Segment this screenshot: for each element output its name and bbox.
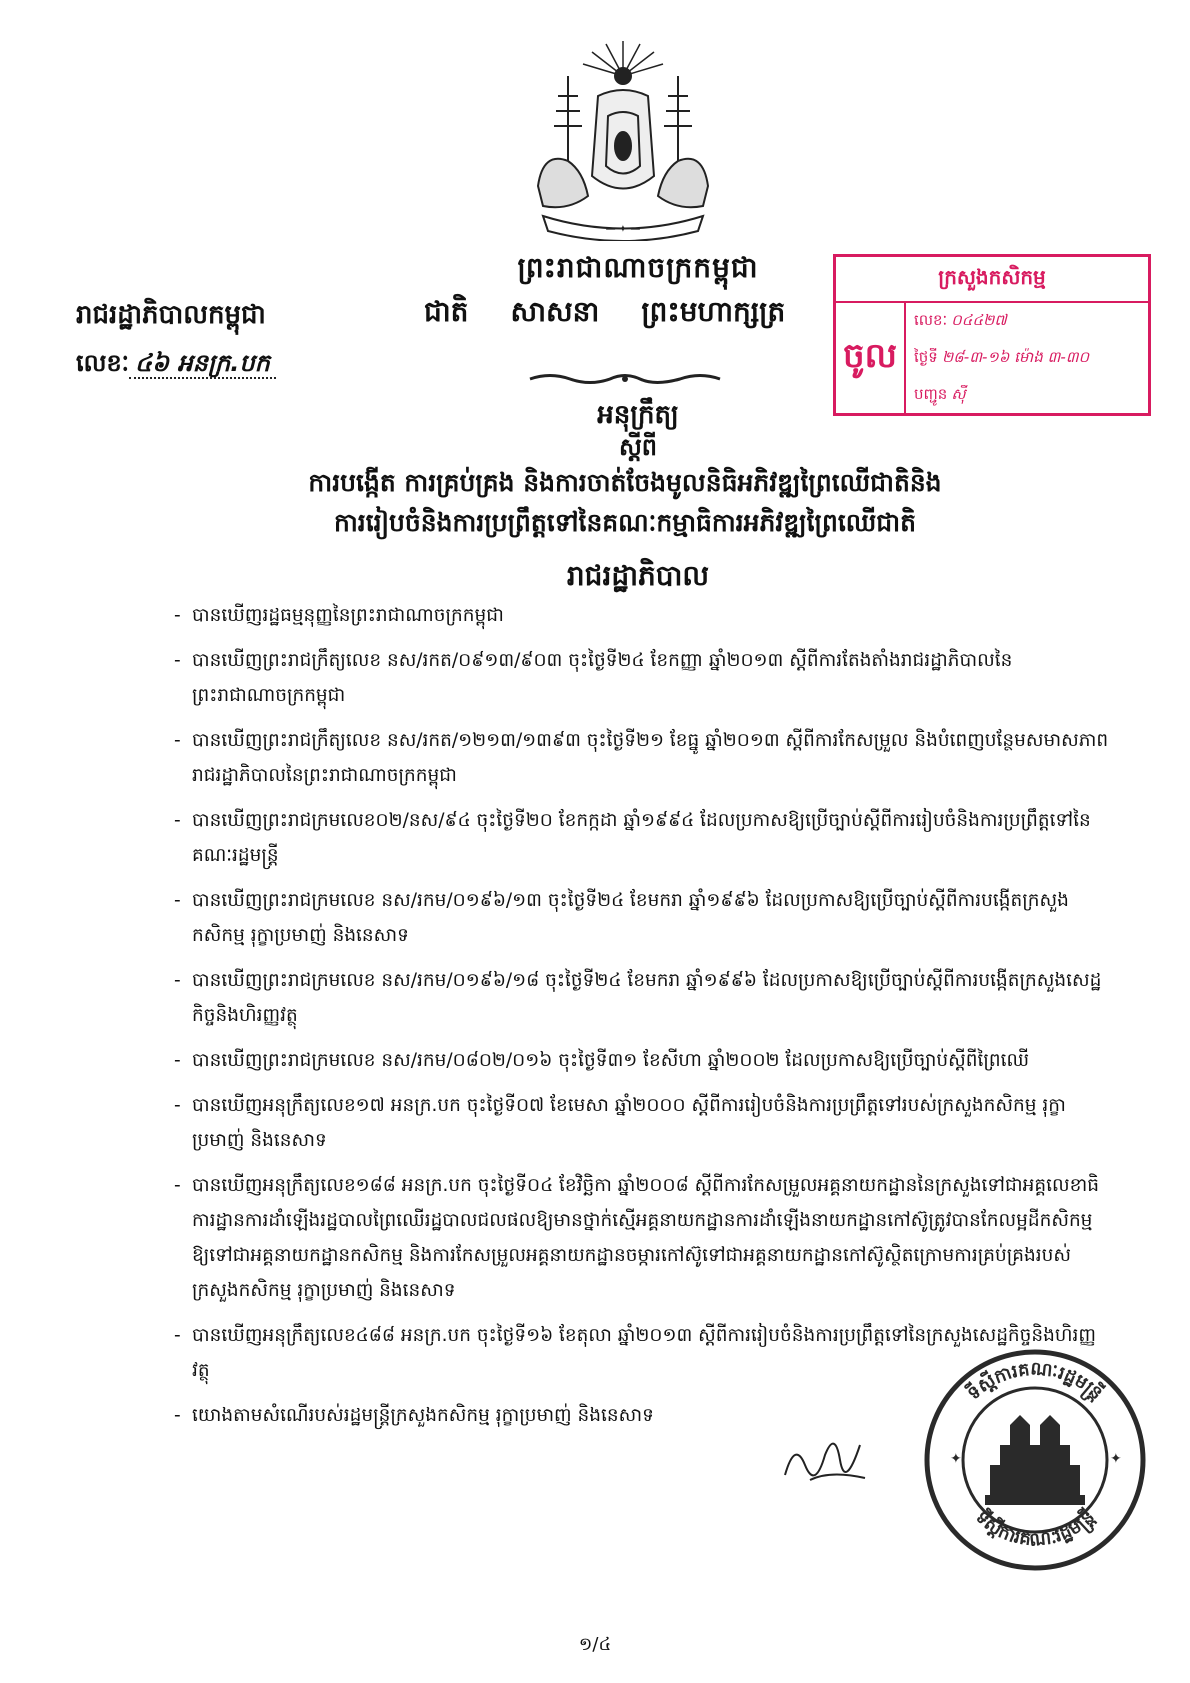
stamp-number-label: លេខៈ <box>914 310 948 329</box>
list-item: - បានឃើញព្រះរាជក្រឹត្យលេខ នស/រកត/១២១៣/១៣៩៣ ចុះថ្ងៃទី២១ ខែធ្នូ ឆ្នាំ២០១៣ ស្តីពីការកែសម្រួល និងបំពេញបន្ថែមសមាសភាពរាជរដ្ឋាភិបាលនៃព្រះរាជាណាចក្រកម្ពុជា <box>192 723 1112 793</box>
list-item: - បានឃើញព្រះរាជក្រមលេខ០២/នស/៩៤ ចុះថ្ងៃទី២០ ខែកក្កដា ឆ្នាំ១៩៩៤ ដែលប្រកាសឱ្យប្រើច្បាប់ស្តីពីការរៀបចំនិងការប្រព្រឹត្តទៅនៃគណៈរដ្ឋមន្ត្រី <box>192 803 1112 873</box>
list-item: - បានឃើញអនុក្រឹត្យលេខ៤៨៨ អនក្រ.បក ចុះថ្ងៃទី១៦ ខែតុលា ឆ្នាំ២០១៣ ស្តីពីការរៀបចំនិងការប្រព្រឹត្តទៅនៃក្រសួងសេដ្ឋកិច្ចនិងហិរញ្ញវត្ថុ <box>192 1318 1112 1388</box>
list-item: - បានឃើញព្រះរាជក្រមលេខ នស/រកម/០១៩៦/១៨ ចុះថ្ងៃទី២៤ ខែមករា ឆ្នាំ១៩៩៦ ដែលប្រកាសឱ្យប្រើច្បាប់ស្តីពីការបង្កើតក្រសួងសេដ្ឋកិច្ចនិងហិរញ្ញវត្ថុ <box>192 963 1112 1033</box>
motto-king: ព្រះមហាក្សត្រ <box>641 295 786 328</box>
document-type: អនុក្រឹត្យ <box>597 400 679 430</box>
page-number: ១/៤ <box>578 1634 612 1655</box>
svg-text:— ✦ —: — ✦ — <box>605 224 641 235</box>
signature-icon <box>780 1420 870 1490</box>
stamp-forward-label: បញ្ជូន <box>914 385 948 404</box>
document-number-value: ៤៦ អនក្រ.បក <box>129 349 276 379</box>
stamp-number-row <box>914 311 1140 333</box>
stamp-forward-value: ស៊ី <box>951 385 966 404</box>
motto-religion: សាសនា <box>510 295 600 328</box>
royal-emblem-icon <box>528 36 718 241</box>
list-item: - បានឃើញព្រះរាជក្រឹត្យលេខ នស/រកត/០៩១៣/៩០៣ ចុះថ្ងៃទី២៤ ខែកញ្ញា ឆ្នាំ២០១៣ ស្តីពីការតែងតាំងរាជរដ្ឋាភិបាលនៃព្រះរាជាណាចក្រកម្ពុជា <box>192 643 1112 713</box>
document-about: ស្តីពី <box>618 433 658 461</box>
list-item: - បានឃើញអនុក្រឹត្យលេខ១៧ អនក្រ.បក ចុះថ្ងៃទី០៧ ខែមេសា ឆ្នាំ២០០០ ស្តីពីការរៀបចំនិងការប្រព្រឹត្តទៅរបស់ក្រសួងកសិកម្ម រុក្ខាប្រមាញ់ និងនេសាទ <box>192 1088 1112 1158</box>
list-item: - បានឃើញអនុក្រឹត្យលេខ១៨៨ អនក្រ.បក ចុះថ្ងៃទី០៤ ខែវិច្ឆិកា ឆ្នាំ២០០៨ ស្តីពីការកែសម្រួលអគ្គនាយកដ្ឋាននៃក្រសួងទៅជាអគ្គលេខាធិការដ្ឋានការដាំឡើងរដ្ឋបាលព្រៃឈើរដ្ឋបាលជលផលឱ្យមានថ្នាក់ស្មើអគ្គនាយកដ្ឋានការដាំឡើងនាយកដ្ឋានកៅស៊ូត្រូវបានកែលម្អដីកសិកម្មឱ្យទៅជាអគ្គនាយកដ្ឋានកសិកម្ម និងការកែសម្រួលអគ្គនាយកដ្ឋានចម្ការកៅស៊ូទៅជាអគ្គនាយកដ្ឋានកៅស៊ូស្ថិតក្រោមការគ្រប់គ្រងរបស់ក្រសួងកសិកម្ម រុក្ខាប្រមាញ់ និងនេសាទ <box>192 1168 1112 1308</box>
stamp-forward-row <box>914 385 1140 407</box>
stamp-ministry-title: ក្រសួងកសិកម្ម <box>836 257 1148 303</box>
list-item: - បានឃើញរដ្ឋធម្មនុញ្ញនៃព្រះរាជាណាចក្រកម្ពុជា <box>192 598 1112 633</box>
divider-flourish-icon <box>525 372 725 386</box>
stamp-incoming-label: ចូល <box>836 303 906 415</box>
seal-top-text: ទីស្តីការគណៈរដ្ឋមន្ត្រី <box>963 1358 1107 1405</box>
stamp-date-row <box>914 348 1140 370</box>
list-item: - បានឃើញព្រះរាជក្រមលេខ នស/រកម/០៨០២/០១៦ ចុះថ្ងៃទី៣១ ខែសីហា ឆ្នាំ២០០២ ដែលប្រកាសឱ្យប្រើច្បាប់ស្តីពីព្រៃឈើ <box>192 1043 1112 1078</box>
document-number <box>76 348 276 383</box>
list-item: - បានឃើញព្រះរាជក្រមលេខ នស/រកម/០១៩៦/១៣ ចុះថ្ងៃទី២៤ ខែមករា ឆ្នាំ១៩៩៦ ដែលប្រកាសឱ្យប្រើច្បាប់ស្តីពីការបង្កើតក្រសួងកសិកម្ម រុក្ខាប្រមាញ់ និងនេសាទ <box>192 883 1112 953</box>
svg-text:✦: ✦ <box>1110 1451 1122 1467</box>
document-title-line-2: ការរៀបចំនិងការប្រព្រឹត្តទៅនៃគណៈកម្មាធិការអភិវឌ្ឍព្រៃឈើជាតិ <box>334 508 916 537</box>
stamp-date-label: ថ្ងៃទី <box>914 347 938 366</box>
government-name: រាជរដ្ឋាភិបាលកម្ពុជា <box>76 300 266 330</box>
svg-text:✦: ✦ <box>950 1451 962 1467</box>
document-title-line-1: ការបង្កើត ការគ្រប់គ្រង និងការចាត់ចែងមូលនិធិអភិវឌ្ឍព្រៃឈើជាតិនិង <box>308 468 942 497</box>
stamp-date-value: ២៨-៣-១៦ ម៉ោង ៣-៣០ <box>941 347 1090 366</box>
registration-stamp <box>833 254 1151 416</box>
document-number-label: លេខៈ <box>76 349 130 377</box>
list-item: - យោងតាមសំណើរបស់រដ្ឋមន្ត្រីក្រសួងកសិកម្ម រុក្ខាប្រមាញ់ និងនេសាទ <box>192 1398 1112 1433</box>
kingdom-title: ព្រះរាជាណាចក្រកម្ពុជា <box>517 251 759 284</box>
official-seal-icon <box>920 1345 1150 1575</box>
national-motto <box>424 294 785 335</box>
motto-nation: ជាតិ <box>424 295 469 328</box>
svg-text:ទីស្តីការគណៈរដ្ឋមន្ត្រី <box>971 1505 1101 1551</box>
recital-list <box>192 598 1112 1443</box>
seal-bottom-text: ទីស្តីការគណៈរដ្ឋមន្ត្រី <box>971 1506 1099 1551</box>
stamp-number-value: ០៤៤២៧ <box>951 310 1007 329</box>
issuer-heading: រាជរដ្ឋាភិបាល <box>566 559 710 592</box>
